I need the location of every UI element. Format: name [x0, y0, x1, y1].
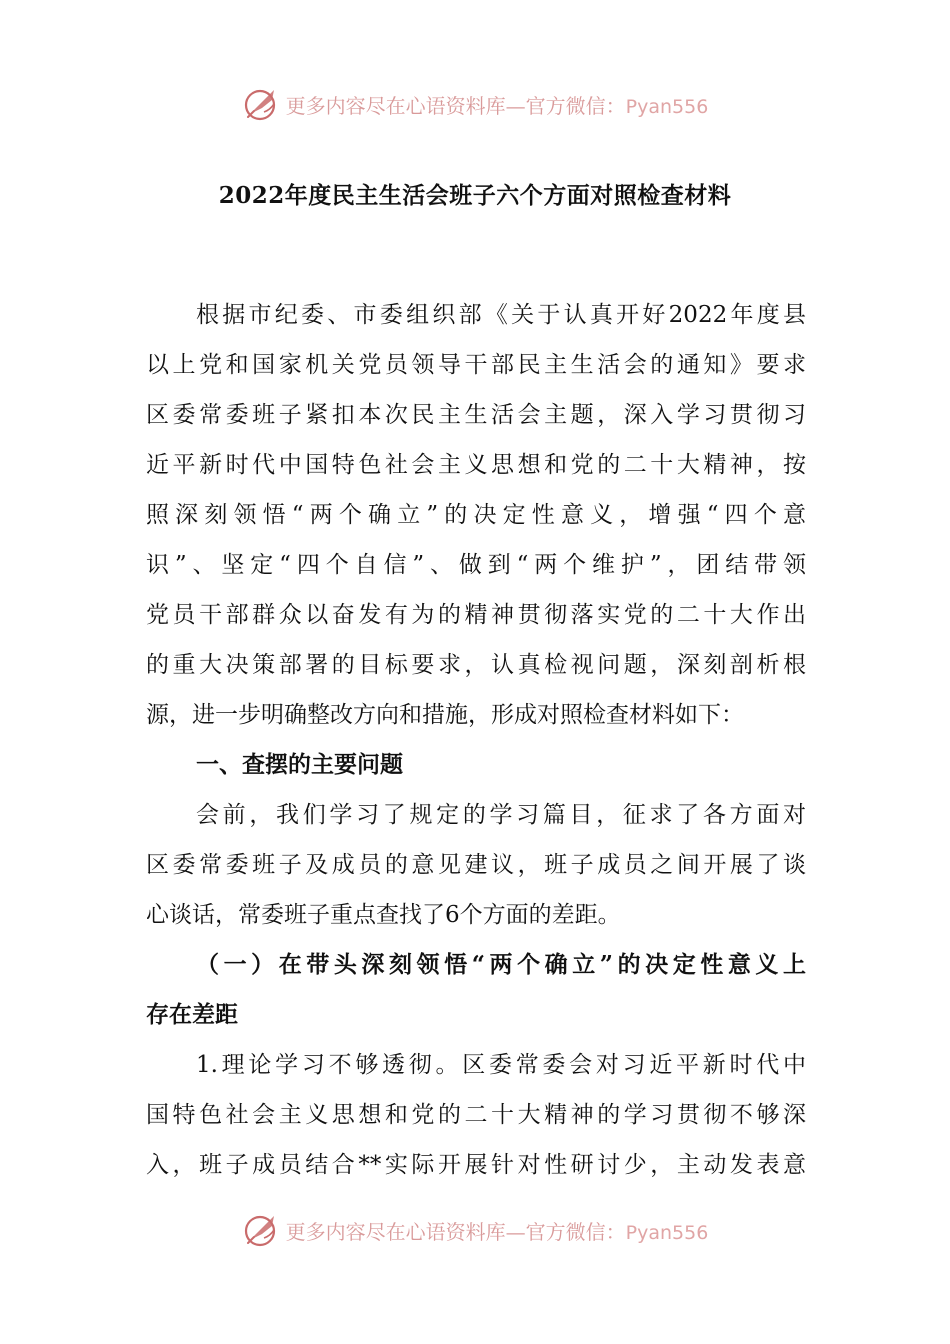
quill-logo-icon [242, 84, 282, 124]
section-heading-line: （一）在带头深刻领悟“两个确立”的决定性意义上 [196, 951, 806, 978]
paragraph-line: 区委常委班子及成员的意见建议，班子成员之间开展了谈 [146, 852, 806, 878]
section-heading-line: 存在差距 [146, 1001, 238, 1028]
paragraph-line: 近平新时代中国特色社会主义思想和党的二十大精神，按 [146, 452, 806, 478]
document-title: 2022年度民主生活会班子六个方面对照检查材料 [218, 182, 732, 209]
paragraph-line: 国特色社会主义思想和党的二十大精神的学习贯彻不够深 [146, 1102, 806, 1128]
watermark-top [0, 82, 950, 126]
paragraph-line: 的重大决策部署的目标要求，认真检视问题，深刻剖析根 [146, 652, 806, 678]
paragraph-line: 区委常委班子紧扣本次民主生活会主题，深入学习贯彻习 [146, 402, 806, 428]
paragraph-line: 会前，我们学习了规定的学习篇目，征求了各方面对 [196, 802, 806, 828]
watermark-wechat-id: Pyan556 [625, 1221, 709, 1244]
document-body [146, 290, 806, 1190]
watermark-cn: 更多内容尽在心语资料库—官方微信： [285, 93, 626, 118]
paragraph-line: 心谈话，常委班子重点查找了6个方面的差距。 [146, 902, 621, 928]
paragraph-line: 入，班子成员结合**实际开展针对性研讨少，主动发表意 [146, 1152, 806, 1178]
paragraph-line: 照深刻领悟“两个确立”的决定性意义，增强“四个意 [146, 502, 806, 528]
quill-logo-icon [242, 1210, 282, 1250]
watermark-text [286, 1216, 709, 1245]
paragraph-line: 根据市纪委、市委组织部《关于认真开好2022年度县 [196, 302, 806, 328]
watermark-bottom [0, 1208, 950, 1252]
watermark-cn: 更多内容尽在心语资料库—官方微信： [285, 1219, 626, 1244]
watermark-wechat-id: Pyan556 [625, 95, 709, 118]
paragraph-line: 党员干部群众以奋发有为的精神贯彻落实党的二十大作出 [146, 602, 806, 628]
paragraph-line: 识”、坚定“四个自信”、做到“两个维护”，团结带领 [146, 552, 806, 578]
watermark-text [286, 90, 709, 119]
paragraph-line: 源，进一步明确整改方向和措施，形成对照检查材料如下： [146, 702, 744, 728]
paragraph-line: 以上党和国家机关党员领导干部民主生活会的通知》要求 [146, 352, 806, 378]
section-heading-line: 一、查摆的主要问题 [196, 751, 403, 778]
paragraph-line: 1.理论学习不够透彻。区委常委会对习近平新时代中 [196, 1052, 806, 1078]
